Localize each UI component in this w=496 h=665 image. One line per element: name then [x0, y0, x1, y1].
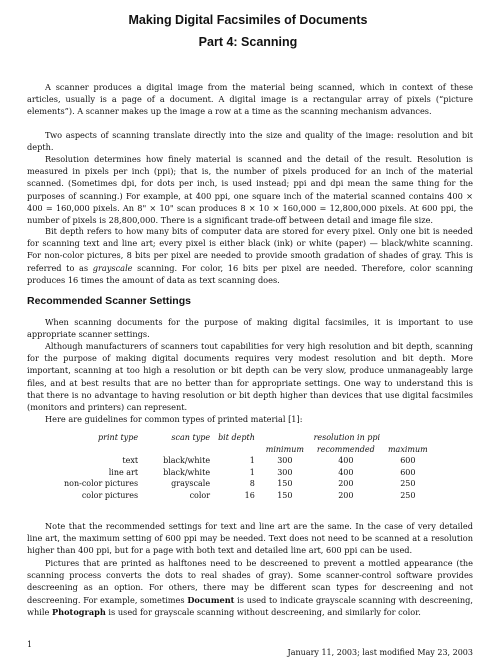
- paragraph-manufacturers: Although manufacturers of scanners tout capabilities for very high resolution and bit depth, scanning for the purpose of making digital documents requires very modest resolution and bit depth. More important, scanning at too high a resolution or bit depth can be very slow, produce unmanageably large files, and at best results that are no better than for appropriate settings. One way to understand this is that there is no advantage to having resolution or bit depth higher than devices that use digital facsimiles (monitors and printers) can represent.: [27, 341, 473, 413]
- halftones-text-d: is used for grayscale scanning without descreening, and similarly for color.: [105, 606, 421, 617]
- section-heading: Recommended Scanner Settings: [27, 295, 191, 307]
- paragraph-note: Note that the recommended settings for text and line art are the same. In the case of very detailed line art, the maximum setting of 600 ppi may be needed. Text does not need to be scanned at a resolution higher than 400 ppi, but for a page with both text and detailed line art, 600 ppi can be used.: [27, 521, 473, 556]
- cell-minimum: 150: [277, 490, 293, 500]
- table-row: [60, 478, 435, 490]
- cell-maximum: 600: [400, 456, 416, 466]
- cell-recommended: 200: [338, 479, 354, 489]
- table-row: [60, 490, 435, 502]
- cell-maximum: 250: [400, 479, 416, 489]
- table-subheader-row: [60, 444, 435, 456]
- cell-bit-depth: 1: [249, 467, 255, 477]
- cell-scan-type: grayscale: [171, 479, 211, 489]
- col-header-maximum: maximum: [387, 444, 428, 454]
- table-row: [60, 455, 435, 467]
- cell-scan-type: black/white: [163, 467, 211, 477]
- document-term: Document: [187, 594, 235, 605]
- cell-recommended: 400: [338, 467, 354, 477]
- cell-minimum: 300: [277, 467, 293, 477]
- cell-minimum: 150: [277, 479, 293, 489]
- paragraph-resolution: Resolution determines how finely material is scanned and the detail of the result. Resolution is measured in pixels per inch (ppi); that is, the number of pixels produced for an inch of the material scanned. (Sometimes dpi, for dots per inch, is used instead; ppi and dpi mean the same thing for the purposes of scanning.) For example, at 400 ppi, one square inch of the material scanned contains 400 × 400 = 160,000 pixels. An 8" × 10" scan produces 8 × 10 × 160,000 = 12,800,000 pixels. At 600 ppi, the number of pixels is 28,800,000. There is a significant trade-off between detail and image file size.: [27, 154, 473, 226]
- cell-minimum: 300: [277, 456, 293, 466]
- cell-print-type: color pictures: [81, 490, 139, 500]
- cell-recommended: 400: [338, 456, 354, 466]
- cell-bit-depth: 8: [249, 479, 255, 489]
- cell-bit-depth: 1: [249, 456, 255, 466]
- cell-maximum: 250: [400, 490, 416, 500]
- paragraph-bit-depth: [27, 225, 473, 286]
- cell-scan-type: color: [189, 490, 211, 500]
- cell-maximum: 600: [400, 467, 416, 477]
- cell-scan-type: black/white: [163, 456, 211, 466]
- document-title: Making Digital Facsimiles of Documents: [128, 13, 368, 27]
- scanner-settings-table: [60, 432, 435, 502]
- paragraph-intro: A scanner produces a digital image from the material being scanned, which in context of these articles, usually is a page of a document. A digital image is a rectangular array of pixels (“picture elements”). A scanner makes up the image a row at a time as the scanning mechanism advances.: [27, 82, 473, 117]
- paragraph-settings-intro: When scanning documents for the purpose of making digital facsimiles, it is important to use appropriate scanner settings.: [27, 317, 473, 340]
- col-header-print-type: print type: [98, 433, 139, 442]
- paragraph-aspects: Two aspects of scanning translate directly into the size and quality of the image: resolution and bit depth.: [27, 130, 473, 153]
- col-header-resolution: resolution in ppi: [313, 433, 381, 442]
- col-header-bit-depth: bit depth: [218, 433, 255, 442]
- page-number: 1: [27, 640, 33, 649]
- cell-print-type: text: [122, 456, 139, 466]
- halftones-text-a: Pictures that are printed as halftones need to be descreened to prevent a mottled appearance (the scanning process converts the dots to real shades of gray). Some scanner-control software provides descreening as an option. For others, there may be different scan types for descreening and not descreening. For example, sometimes: [27, 558, 473, 605]
- cell-bit-depth: 16: [244, 490, 255, 500]
- col-header-minimum: minimum: [265, 444, 304, 454]
- table-row: [60, 467, 435, 479]
- cell-print-type: line art: [108, 467, 139, 477]
- bit-depth-text-a: Bit depth refers to how many bits of computer data are stored for every pixel. Only one bit is needed for scanning text and line art; every pixel is either black (ink) or white (paper) — black/white scanning. For non-color pictures, 8 bits per pixel are needed to provide smooth gradation of shades of gray. This is referred to as: [27, 226, 473, 273]
- bit-depth-text-b: scanning. For color, 16 bits per pixel are needed. Therefore, color scanning produces 16 times the amount of data as text scanning does.: [27, 262, 473, 285]
- paragraph-guidelines: Here are guidelines for common types of printed material [1]:: [45, 414, 303, 424]
- photograph-term: Photograph: [51, 606, 106, 617]
- col-header-scan-type: scan type: [171, 433, 211, 442]
- cell-print-type: non-color pictures: [64, 479, 139, 489]
- paragraph-halftones: [27, 557, 473, 618]
- grayscale-term: grayscale: [92, 262, 133, 273]
- cell-recommended: 200: [338, 490, 354, 500]
- footer-date: January 11, 2003; last modified May 23, 2003: [287, 648, 473, 657]
- col-header-recommended: recommended: [316, 444, 375, 454]
- document-subtitle: Part 4: Scanning: [198, 35, 298, 49]
- halftones-text-c: is used to indicate grayscale scanning with descreening, while: [27, 594, 473, 617]
- table-header-row: [60, 432, 435, 444]
